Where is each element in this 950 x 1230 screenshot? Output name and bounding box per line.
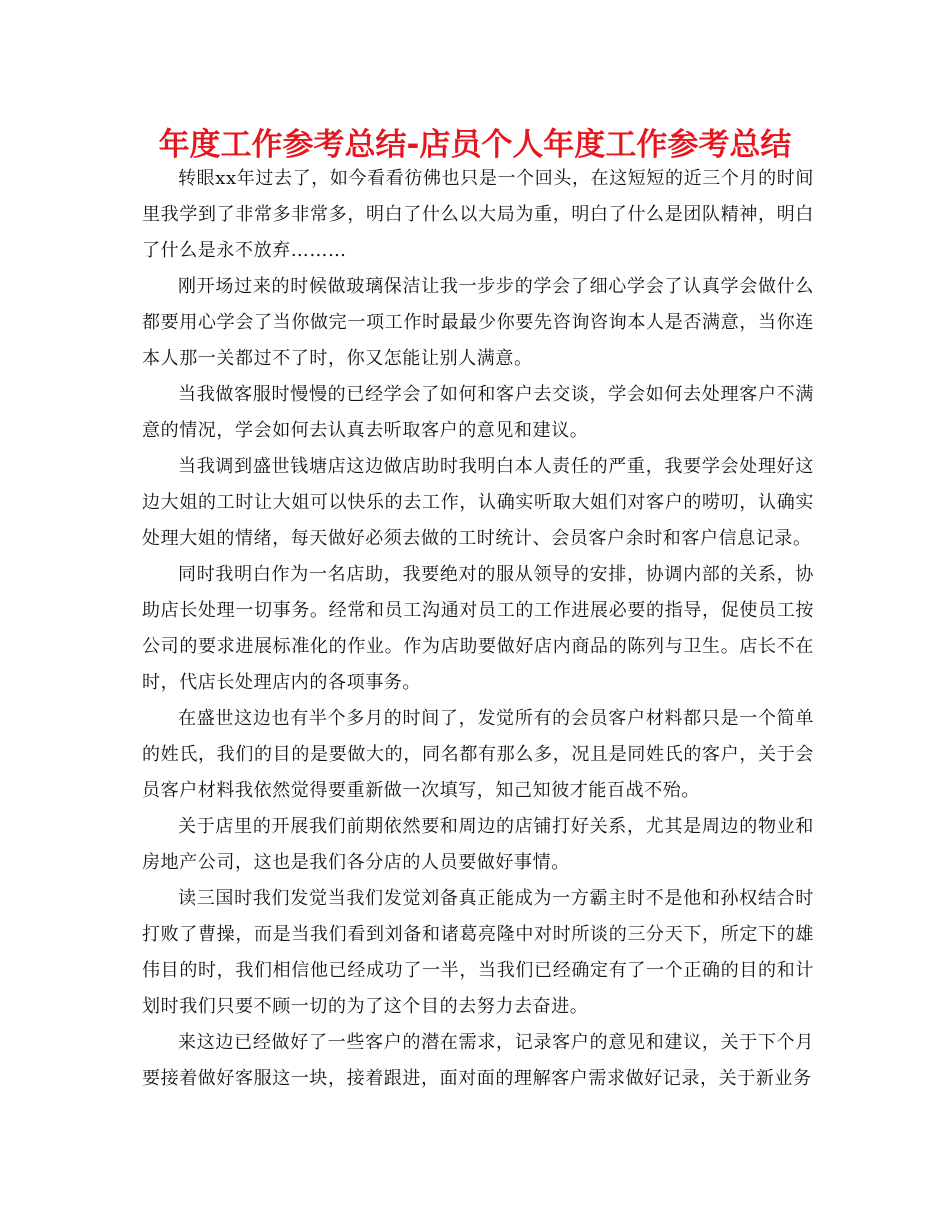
paragraph: 在盛世这边也有半个多月的时间了，发觉所有的会员客户材料都只是一个简单的姓氏，我们的目的是要做大的，同名都有那么多，况且是同姓氏的客户，关于会员客户材料我依然觉得要重新做一次填写，知己知彼才能百战不殆。 <box>142 708 814 801</box>
paragraph: 刚开场过来的时候做玻璃保洁让我一步步的学会了细心学会了认真学会做什么都要用心学会了当你做完一项工作时最最少你要先咨询咨询本人是否满意，当你连本人那一关都过不了时，你又怎能让别人满意。 <box>142 276 814 369</box>
paragraph: 当我做客服时慢慢的已经学会了如何和客户去交谈，学会如何去处理客户不满意的情况，学会如何去认真去听取客户的意见和建议。 <box>142 384 814 441</box>
paragraph: 读三国时我们发觉当我们发觉刘备真正能成为一方霸主时不是他和孙权结合时打败了曹操，而是当我们看到刘备和诸葛亮隆中对时所谈的三分天下，所定下的雄伟目的时，我们相信他已经成功了一半，当我们已经确定有了一个正确的目的和计划时我们只要不顾一切的为了这个目的去努力去奋进。 <box>142 888 814 1017</box>
paragraph: 当我调到盛世钱塘店这边做店助时我明白本人责任的严重，我要学会处理好这边大姐的工时让大姐可以快乐的去工作，认确实听取大姐们对客户的唠叨，认确实处理大姐的情绪，每天做好必须去做的工时统计、会员客户余时和客户信息记录。 <box>142 456 814 549</box>
document-body <box>142 161 814 1097</box>
paragraph: 同时我明白作为一名店助，我要绝对的服从领导的安排，协调内部的关系，协助店长处理一切事务。经常和员工沟通对员工的工作进展必要的指导，促使员工按公司的要求进展标准化的作业。作为店助要做好店内商品的陈列与卫生。店长不在时，代店长处理店内的各项事务。 <box>142 564 814 693</box>
document-title: 年度工作参考总结-店员个人年度工作参考总结 <box>158 127 792 163</box>
paragraph: 转眼xx年过去了，如今看看彷佛也只是一个回头，在这短短的近三个月的时间里我学到了非常多非常多，明白了什么以大局为重，明白了什么是团队精神，明白了什么是永不放弃……… <box>142 168 814 261</box>
paragraph: 关于店里的开展我们前期依然要和周边的店铺打好关系，尤其是周边的物业和房地产公司，这也是我们各分店的人员要做好事情。 <box>142 816 814 873</box>
paragraph: 来这边已经做好了一些客户的潜在需求，记录客户的意见和建议，关于下个月要接着做好客服这一块，接着跟进，面对面的理解客户需求做好记录，关于新业务 <box>142 1032 814 1089</box>
